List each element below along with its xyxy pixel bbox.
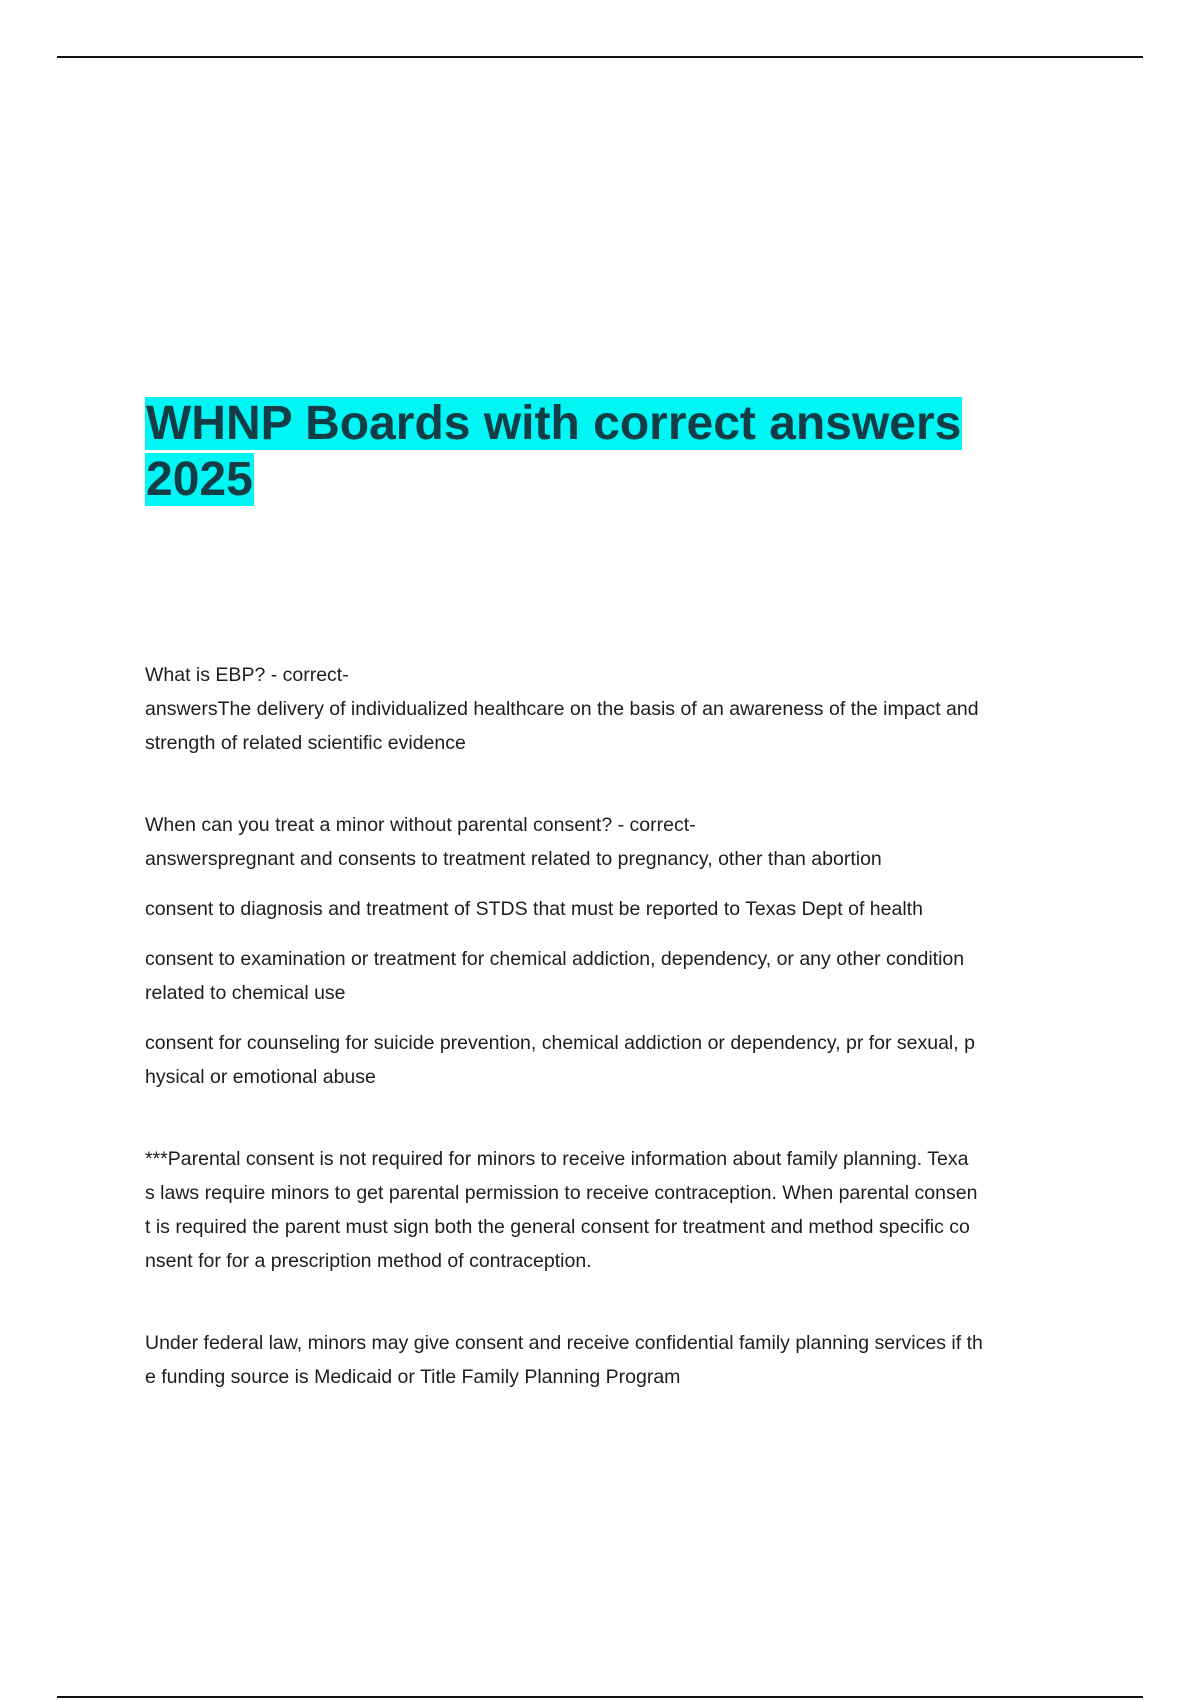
- qa-ebp: [145, 658, 1085, 760]
- text-line: answersThe delivery of individualized healthcare on the basis of an awareness of the impact and: [145, 698, 979, 720]
- note-parental-consent: [145, 1142, 1085, 1278]
- header-rule: [57, 56, 1143, 58]
- qa-minor-consent: [145, 808, 1085, 876]
- title-line-2: 2025: [146, 453, 253, 506]
- document-title: [145, 396, 1045, 508]
- text-line: What is EBP? - correct-: [145, 664, 349, 686]
- text-line: e funding source is Medicaid or Title Family Planning Program: [145, 1366, 681, 1388]
- footer-rule: [57, 1696, 1143, 1698]
- title-line-1: WHNP Boards with correct answers: [146, 397, 962, 450]
- text-line: answerspregnant and consents to treatment related to pregnancy, other than abortion: [145, 848, 882, 870]
- text-line: strength of related scientific evidence: [145, 732, 466, 754]
- text-line: t is required the parent must sign both the general consent for treatment and method specific co: [145, 1216, 970, 1238]
- text-line: nsent for for a prescription method of contraception.: [145, 1250, 592, 1272]
- text-line: hysical or emotional abuse: [145, 1066, 376, 1088]
- text-line: consent for counseling for suicide prevention, chemical addiction or dependency, pr for sexual, p: [145, 1032, 975, 1054]
- text-line: ***Parental consent is not required for minors to receive information about family planning. Texa: [145, 1148, 969, 1170]
- document-body: [145, 658, 1085, 1410]
- text-line: consent to examination or treatment for chemical addiction, dependency, or any other condition: [145, 948, 965, 970]
- text-line: When can you treat a minor without parental consent? - correct-: [145, 814, 696, 836]
- text-line: s laws require minors to get parental permission to receive contraception. When parental consen: [145, 1182, 978, 1204]
- answer-counseling-consent: [145, 1026, 1085, 1094]
- text-line: Under federal law, minors may give consent and receive confidential family planning services if th: [145, 1332, 983, 1354]
- answer-std-consent: [145, 892, 1085, 926]
- note-federal-law: [145, 1326, 1085, 1394]
- text-line: related to chemical use: [145, 982, 346, 1004]
- text-line: consent to diagnosis and treatment of STDS that must be reported to Texas Dept of health: [145, 898, 923, 920]
- answer-chemical-consent: [145, 942, 1085, 1010]
